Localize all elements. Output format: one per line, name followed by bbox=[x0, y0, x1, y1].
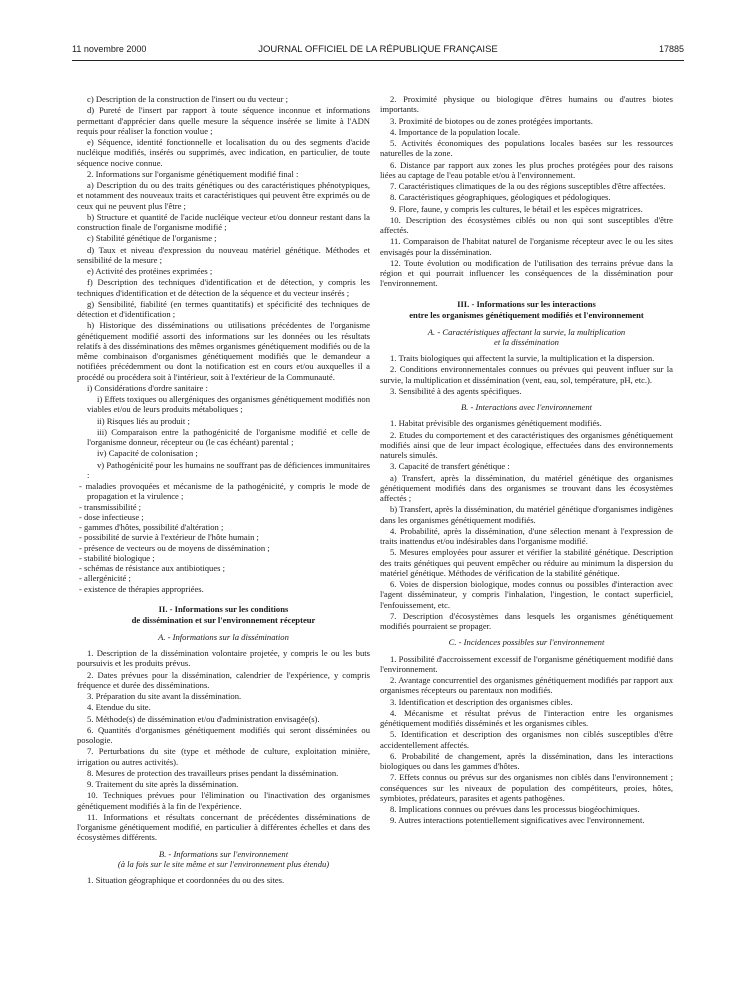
paragraph: iv) Capacité de colonisation ; bbox=[97, 448, 198, 459]
paragraph: e) Activité des protéines exprimées ; bbox=[87, 266, 213, 276]
paragraph: 4. Probabilité, après la dissémination, d'une sélection menant à l'expression de traits inattendus et/ou indésirables dans l'organisme modifié. bbox=[380, 525, 673, 546]
paragraph: 10. Techniques prévues pour l'élimination ou l'inactivation des organismes génétiquement modifiés à la fin de l'expérience. bbox=[77, 790, 370, 811]
paragraph: 10. Description des écosystèmes ciblés ou non qui sont susceptibles d'être affectés. bbox=[380, 214, 673, 235]
paragraph: 1. Possibilité d'accroissement excessif de l'organisme génétiquement modifié dans l'environnement. bbox=[380, 653, 673, 674]
paragraph: 3. Identification et description des organismes cibles. bbox=[390, 696, 573, 707]
paragraph: 9. Flore, faune, y compris les cultures, le bétail et les espèces migratrices. bbox=[390, 203, 643, 214]
paragraph: 2. Dates prévues pour la dissémination, calendrier de l'expérience, y compris fréquence et durée des disséminations. bbox=[77, 669, 370, 690]
paragraph: 12. Toute évolution ou modification de l'utilisation des terrains prévue dans la région et qui pourrait influencer les conséquences de la dissémination pour l'environnement. bbox=[380, 257, 673, 289]
paragraph: 5. Activités économiques des populations locales basées sur les ressources naturelles de la zone. bbox=[380, 138, 673, 159]
page-header bbox=[72, 44, 684, 58]
paragraph: 5. Méthode(s) de dissémination et/ou d'administration envisagée(s). bbox=[87, 713, 320, 724]
paragraph: 6. Distance par rapport aux zones les plus proches protégées pour des raisons liées au captage de l'eau potable et/ou à l'environnement. bbox=[380, 159, 673, 180]
dash-item: - transmissibilité ; bbox=[79, 501, 142, 512]
paragraph: 2. Informations sur l'organisme génétiquement modifié final : bbox=[87, 168, 299, 179]
left-column bbox=[77, 94, 370, 974]
paragraph: ii) Risques liés au produit ; bbox=[97, 415, 190, 426]
dash-item: - gammes d'hôtes, possibilité d'altération ; bbox=[79, 522, 224, 532]
paragraph: i) Effets toxiques ou allergéniques des organismes génétiquement modifiés non viables et/ou de leurs produits métaboliques ; bbox=[87, 394, 370, 415]
section-heading-line: II. - Informations sur les conditions bbox=[158, 603, 289, 614]
paragraph: 11. Comparaison de l'habitat naturel de l'organisme récepteur avec le ou les sites envisagés pour la dissémination. bbox=[380, 236, 673, 257]
page-number: 17885 bbox=[658, 44, 684, 54]
journal-title: JOURNAL OFFICIEL DE LA RÉPUBLIQUE FRANÇAISE bbox=[258, 44, 498, 55]
paragraph: 6. Voies de dispersion biologique, modes connus ou possibles d'interaction avec l'agent disséminateur, y compris l'inhalation, l'ingestion, le contact superficiel, l'enfouissement, etc. bbox=[380, 579, 673, 610]
section-heading-line: III. - Informations sur les interactions bbox=[457, 298, 596, 309]
paragraph: 7. Caractéristiques climatiques de la ou des régions susceptibles d'être affectées. bbox=[390, 181, 666, 191]
paragraph: 7. Perturbations du site (type et méthode de culture, exploitation minière, irrigation ou autres activités). bbox=[77, 746, 370, 767]
paragraph: 2. Etudes du comportement et des caractéristiques des organismes génétiquement modifiés ainsi que de leur impact écologique, effectuées dans des environnements naturels simulés. bbox=[380, 429, 673, 460]
right-column bbox=[380, 94, 673, 974]
subsection-heading-line: A. - Caractéristiques affectant la survie, la multiplication bbox=[427, 326, 626, 337]
paragraph: 3. Capacité de transfert génétique : bbox=[390, 461, 510, 472]
paragraph: v) Pathogénicité pour les humains ne souffrant pas de déficiences immunitaires : bbox=[87, 459, 370, 480]
header-rule bbox=[72, 60, 684, 61]
subsection-heading-b bbox=[77, 849, 370, 870]
section-heading-line: entre les organismes génétiquement modifiés et l'environnement bbox=[409, 309, 644, 320]
paragraph: d) Pureté de l'insert par rapport à toute séquence inconnue et informations permettant d'apprécier dans quelle mesure la séquence insérée se limite à l'ADN requis pour réaliser la fonction voulue ; bbox=[77, 105, 370, 136]
subsection-heading-a bbox=[380, 327, 673, 348]
paragraph: 7. Effets connus ou prévus sur des organismes non ciblés dans l'environnement ; conséquences sur les niveaux de population des compétiteurs, proies, hôtes, symbiotes, prédateurs, parasites et agents pathogènes. bbox=[380, 772, 673, 803]
paragraph: 3. Sensibilité à des agents spécifiques. bbox=[390, 385, 522, 396]
dash-item: - allergénicité ; bbox=[79, 573, 131, 584]
dash-item: - possibilité de survie à l'extérieur de l'hôte humain ; bbox=[79, 532, 259, 543]
paragraph: 9. Autres interactions potentiellement significatives avec l'environnement. bbox=[390, 815, 645, 826]
dash-item: - dose infectieuse ; bbox=[79, 511, 144, 522]
paragraph: i) Considérations d'ordre sanitaire : bbox=[87, 382, 208, 393]
dash-item: - présence de vecteurs ou de moyens de dissémination ; bbox=[79, 542, 270, 553]
paragraph: 1. Description de la dissémination volontaire projetée, y compris le ou les buts poursuivis et les produits prévus. bbox=[77, 648, 370, 669]
paragraph: 1. Habitat prévisible des organismes génétiquement modifiés. bbox=[390, 418, 602, 429]
paragraph: b) Transfert, après la dissémination, du matériel génétique d'organismes indigènes dans les organismes génétiquement modifiés. bbox=[380, 504, 673, 525]
paragraph: 8. Mesures de protection des travailleurs prises pendant la dissémination. bbox=[87, 767, 339, 778]
paragraph: 8. Implications connues ou prévues dans les processus biogéochimiques. bbox=[390, 804, 640, 814]
paragraph: b) Structure et quantité de l'acide nucléique vecteur et/ou donneur restant dans la construction finale de l'organisme modifié ; bbox=[77, 211, 370, 232]
paragraph: d) Taux et niveau d'expression du nouveau matériel génétique. Méthodes et sensibilité de la mesure ; bbox=[77, 244, 370, 265]
paragraph: c) Description de la construction de l'insert ou du vecteur ; bbox=[87, 94, 289, 104]
paragraph: 1. Situation géographique et coordonnées du ou des sites. bbox=[87, 875, 285, 885]
paragraph: 1. Traits biologiques qui affectent la survie, la multiplication et la dispersion. bbox=[390, 353, 655, 363]
subsection-heading-line: B. - Informations sur l'environnement bbox=[158, 848, 289, 859]
paragraph: 4. Mécanisme et résultat prévus de l'interaction entre les organismes génétiquement modifiés disséminés et les organismes cibles. bbox=[380, 707, 673, 728]
subsection-heading-b: B. - Interactions avec l'environnement bbox=[460, 402, 593, 412]
paragraph: a) Transfert, après la dissémination, du matériel génétique des organismes génétiquement modifiés dans des organismes se trouvant dans les écosystèmes affectés ; bbox=[380, 472, 673, 503]
paragraph: 4. Importance de la population locale. bbox=[390, 126, 521, 137]
dash-item: - maladies provoquées et mécanisme de la pathogénicité, y compris le mode de propagation et la virulence ; bbox=[79, 481, 370, 502]
dash-item: - existence de thérapies appropriées. bbox=[79, 583, 204, 594]
paragraph: 5. Mesures employées pour assurer et vérifier la stabilité génétique. Description des traits génétiques qui peuvent empêcher ou réduire au minimum la dispersion du matériel génétique. Méthodes de vérification de la stabilité génétique. bbox=[380, 547, 673, 578]
paragraph: 3. Préparation du site avant la dissémination. bbox=[87, 691, 242, 701]
paragraph: 5. Identification et description des organismes non ciblés susceptibles d'être accidentellement affectés. bbox=[380, 729, 673, 750]
paragraph: 6. Quantités d'organismes génétiquement modifiés qui seront disséminées ou posologie. bbox=[77, 724, 370, 745]
section-heading-iii bbox=[380, 299, 673, 321]
paragraph: 4. Etendue du site. bbox=[87, 702, 151, 713]
paragraph: 7. Description d'écosystèmes dans lesquels les organismes génétiquement modifiés pourraient se propager. bbox=[380, 610, 673, 631]
paragraph: h) Historique des disséminations ou utilisations précédentes de l'organisme génétiquement modifié assorti des informations sur les données ou les résultats relatifs à des disséminations des mêmes organismes génétiquement modifiés ou de la même combinaison d'organismes génétiquement modifiés que le demandeur a notifiées précédemment ou dont la notification est en cours et/ou auxquelles il a procédé ou procédera soit à l'intérieur, soit à l'extérieur de la Communauté. bbox=[77, 320, 370, 382]
paragraph: 3. Proximité de biotopes ou de zones protégées importants. bbox=[390, 115, 593, 126]
subsection-heading-line: et la dissémination bbox=[494, 336, 559, 347]
paragraph: e) Séquence, identité fonctionnelle et localisation du ou des segments d'acide nucléique modifiés, insérés ou supprimés, avec indication, en particulier, de toute séquence nocive connue. bbox=[77, 137, 370, 168]
dash-item: - schémas de résistance aux antibiotiques ; bbox=[79, 563, 226, 573]
section-heading-line: de dissémination et sur l'environnement récepteur bbox=[131, 614, 316, 625]
paragraph: f) Description des techniques d'identification et de détection, y compris les techniques d'identification et de détection de la séquence et du vecteur insérés ; bbox=[77, 277, 370, 298]
subsection-heading-c: C. - Incidences possibles sur l'environnement bbox=[448, 637, 605, 648]
issue-date: 11 novembre 2000 bbox=[72, 44, 147, 54]
subsection-heading-a: A. - Informations sur la dissémination bbox=[158, 631, 289, 642]
paragraph: 6. Probabilité de changement, après la dissémination, dans les interactions biologiques ou dans les gammes d'hôtes. bbox=[380, 750, 673, 771]
paragraph: 2. Avantage concurrentiel des organismes génétiquement modifiés par rapport aux organismes récepteurs ou parentaux non modifiés. bbox=[380, 675, 673, 696]
paragraph: 11. Informations et résultats concernant de précédentes disséminations de l'organisme génétiquement modifié, en particulier à différentes échelles et dans des écosystèmes différents. bbox=[77, 811, 370, 843]
paragraph: iii) Comparaison entre la pathogénicité de l'organisme modifié et celle de l'organisme donneur, récepteur ou (le cas échéant) parental ; bbox=[87, 426, 370, 447]
paragraph: 2. Conditions environnementales connues ou prévues qui peuvent influer sur la survie, la multiplication et dissémination (vent, eau, sol, température, pH, etc.). bbox=[380, 364, 673, 385]
paragraph: c) Stabilité génétique de l'organisme ; bbox=[87, 233, 217, 244]
paragraph: 8. Caractéristiques géographiques, géologiques et pédologiques. bbox=[390, 192, 611, 203]
paragraph: a) Description du ou des traits génétiques ou des caractéristiques phénotypiques, et notamment des nouveaux traits et caractéristiques qui peuvent être exprimés ou de ceux qui ne peuvent plus l'être ; bbox=[77, 180, 370, 211]
subsection-heading-line: (à la fois sur le site même et sur l'environnement plus étendu) bbox=[117, 858, 330, 869]
paragraph: 9. Traitement du site après la dissémination. bbox=[87, 779, 239, 789]
dash-item: - stabilité biologique ; bbox=[79, 552, 155, 563]
section-heading-ii bbox=[77, 604, 370, 626]
paragraph: 2. Proximité physique ou biologique d'êtres humains ou d'autres biotes importants. bbox=[380, 94, 673, 115]
paragraph: g) Sensibilité, fiabilité (en termes quantitatifs) et spécificité des techniques de détection et d'identification ; bbox=[77, 298, 370, 319]
